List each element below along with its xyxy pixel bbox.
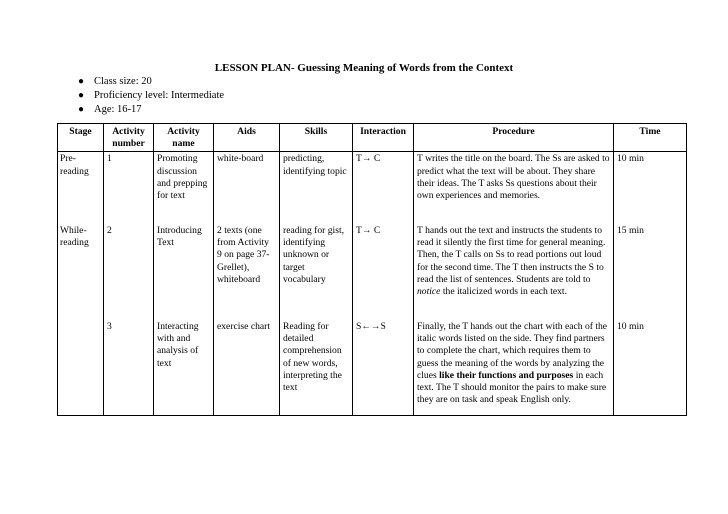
- cell-aids: white-board: [214, 152, 280, 224]
- info-text: Class size: 20: [94, 76, 152, 87]
- cell-time: 15 min: [614, 224, 687, 320]
- cell-skills: predicting, identifying topic: [280, 152, 353, 224]
- cell-procedure: [414, 320, 614, 416]
- procedure-text: in each text. The T should monitor the pairs to make sure they are on task and speak English only.: [417, 369, 607, 406]
- procedure-text: Finally, the T hands out the chart with each of the italic words listed on the side. They find partners to complete the chart, which requires them to guess the meaning of the words by analyzing the clues: [417, 320, 608, 381]
- procedure-text: T hands out the text and instructs the students to read it silently the first time for general meaning. Then, the T calls on Ss to read portions out loud for the second time. The T then instructs the S to read the list of sentences. Students are told to: [417, 224, 606, 285]
- header-procedure: Procedure: [414, 124, 614, 152]
- bullet-icon: ●: [78, 104, 85, 115]
- info-item-age: [78, 103, 224, 117]
- cell-stage: [58, 320, 104, 416]
- cell-aids: exercise chart: [214, 320, 280, 416]
- info-text: Age: 16-17: [94, 104, 142, 115]
- cell-activity-number: 2: [104, 224, 154, 320]
- cell-aids: 2 texts (one from Activity 9 on page 37-Grellet), whiteboard: [214, 224, 280, 320]
- header-activity-number: Activity number: [104, 124, 154, 152]
- header-activity-name: Activity name: [154, 124, 214, 152]
- info-item-proficiency: [78, 89, 224, 103]
- cell-skills: reading for gist, identifying unknown or target vocabulary: [280, 224, 353, 320]
- cell-skills: Reading for detailed comprehension of new words, interpreting the text: [280, 320, 353, 416]
- bullet-icon: ●: [78, 76, 85, 87]
- cell-activity-name: Interacting with and analysis of text: [154, 320, 214, 416]
- cell-interaction: T→ C: [353, 152, 414, 224]
- class-info-list: [78, 75, 224, 117]
- cell-activity-name: Promoting discussion and prepping for text: [154, 152, 214, 224]
- table-row: [58, 320, 687, 416]
- procedure-emphasis: notice: [417, 285, 441, 297]
- document-title: LESSON PLAN- Guessing Meaning of Words from the Context: [214, 62, 514, 74]
- cell-interaction: T→ C: [353, 224, 414, 320]
- info-text: Proficiency level: Intermediate: [94, 90, 225, 101]
- header-interaction: Interaction: [353, 124, 414, 152]
- cell-activity-number: 1: [104, 152, 154, 224]
- lesson-plan-table: [57, 123, 687, 416]
- procedure-text: the italicized words in each text.: [440, 285, 567, 297]
- info-item-class-size: [78, 75, 224, 89]
- cell-activity-number: 3: [104, 320, 154, 416]
- header-aids: Aids: [214, 124, 280, 152]
- header-time: Time: [614, 124, 687, 152]
- cell-stage: Pre-reading: [58, 152, 104, 224]
- header-skills: Skills: [280, 124, 353, 152]
- cell-time: 10 min: [614, 320, 687, 416]
- cell-procedure: T writes the title on the board. The Ss are asked to predict what the text will be about. They share their ideas. The T asks Ss questions about their own experiences and memories.: [414, 152, 614, 224]
- procedure-bold: like their functions and purposes: [439, 369, 574, 381]
- cell-activity-name: Introducing Text: [154, 224, 214, 320]
- header-stage: Stage: [58, 124, 104, 152]
- cell-stage: While-reading: [58, 224, 104, 320]
- table-header-row: [58, 124, 687, 152]
- cell-procedure: [414, 224, 614, 320]
- table-row: [58, 224, 687, 320]
- table-row: [58, 152, 687, 224]
- cell-time: 10 min: [614, 152, 687, 224]
- cell-interaction: S←→S: [353, 320, 414, 416]
- bullet-icon: ●: [78, 90, 85, 101]
